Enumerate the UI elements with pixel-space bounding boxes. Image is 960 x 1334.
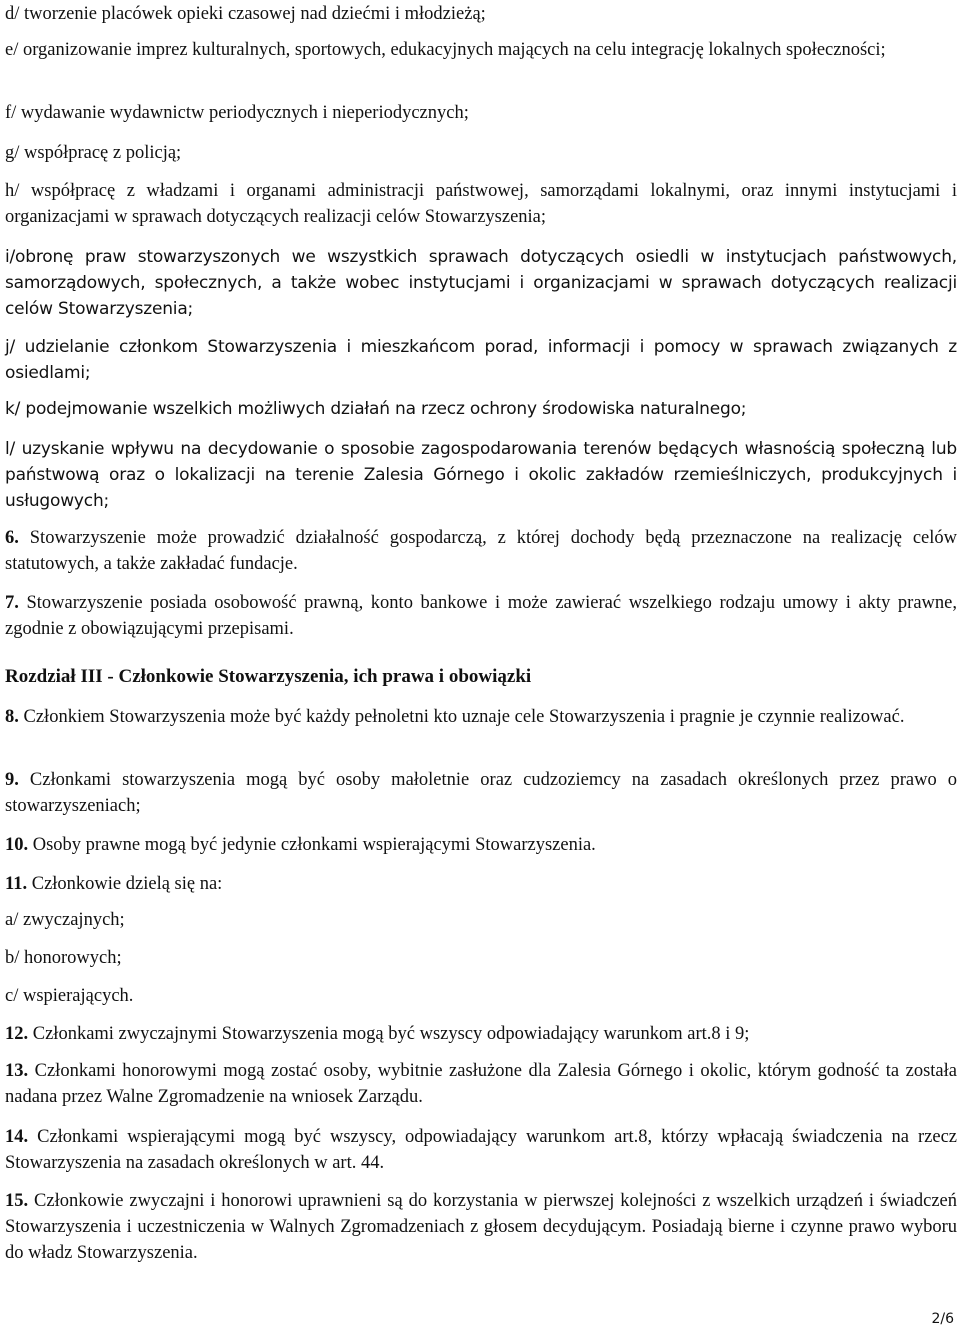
list-item-g: g/ współpracę z policją; [5, 143, 182, 163]
paragraph-text: Członkiem Stowarzyszenia może być każdy pełnoletni kto uznaje cele Stowarzyszenia i pragnie je czynnie realizować. [18, 707, 905, 727]
paragraph-number: 12. [5, 1024, 29, 1044]
paragraph-8 [5, 704, 957, 730]
paragraph-number: 7. [5, 593, 19, 613]
page-number: 2/6 [931, 1311, 954, 1327]
paragraph-7 [5, 590, 957, 642]
paragraph-text: Członkowie dzielą się na: [27, 874, 223, 894]
paragraph-text: Członkami stowarzyszenia mogą być osoby małoletnie oraz cudzoziemcy na zasadach określonych przez prawo o stowarzyszeniach; [5, 770, 957, 816]
paragraph-13 [5, 1058, 957, 1110]
paragraph-text: Członkami wspierającymi mogą być wszyscy, odpowiadający warunkom art.8, którzy wpłacają świadczenia na rzecz Stowarzyszenia na zasadach określonych w art. 44. [5, 1127, 957, 1173]
member-type-item: b/ honorowych; [5, 948, 122, 968]
paragraph-text: Członkami honorowymi mogą zostać osoby, wybitnie zasłużone dla Zalesia Górnego i okolic, którym godność ta została nadana przez Walne Zgromadzenie na wniosek Zarządu. [5, 1061, 957, 1107]
member-type-item: a/ zwyczajnych; [5, 910, 125, 930]
paragraph-14 [5, 1124, 957, 1176]
chapter-heading: Rozdział III - Członkowie Stowarzyszenia, ich prawa i obowiązki [5, 666, 532, 687]
paragraph-6 [5, 525, 957, 577]
paragraph-text: Stowarzyszenie posiada osobowość prawną, konto bankowe i może zawierać wszelkiego rodzaju umowy i akty prawne, zgodnie z obowiązującymi przepisami. [5, 593, 957, 639]
member-type-item: c/ wspierających. [5, 986, 134, 1006]
list-item-d: d/ tworzenie placówek opieki czasowej nad dziećmi i młodzieżą; [5, 4, 486, 24]
paragraph-text: Stowarzyszenie może prowadzić działalność gospodarczą, z której dochody będą przeznaczone na realizację celów statutowych, a także zakładać fundacje. [5, 528, 957, 574]
list-item-k: k/ podejmowanie wszelkich możliwych działań na rzecz ochrony środowiska naturalnego; [5, 399, 747, 419]
paragraph-number: 6. [5, 528, 19, 548]
paragraph-text: Osoby prawne mogą być jedynie członkami wspierającymi Stowarzyszenia. [28, 835, 596, 855]
paragraph-15 [5, 1188, 957, 1266]
list-item-j: j/ udzielanie członkom Stowarzyszenia i mieszkańcom porad, informacji i pomocy w sprawach związanych z osiedlami; [5, 337, 957, 383]
paragraph-number: 13. [5, 1061, 29, 1081]
list-item-h: h/ współpracę z władzami i organami administracji państwowej, samorządami lokalnymi, oraz innymi instytucjami i organizacjami w sprawach dotyczących realizacji celów Stowarzyszenia; [5, 181, 957, 227]
paragraph-text: Członkami zwyczajnymi Stowarzyszenia mogą być wszyscy odpowiadający warunkom art.8 i 9; [28, 1024, 750, 1044]
paragraph-number: 9. [5, 770, 19, 790]
paragraph-text: Członkowie zwyczajni i honorowi uprawnieni są do korzystania w pierwszej kolejności z wszelkich urządzeń i świadczeń Stowarzyszenia i uczestniczenia w Walnych Zgromadzeniach z głosem decydującym. Posiadają bierne i czynne prawo wyboru do władz Stowarzyszenia. [5, 1191, 957, 1263]
paragraph-number: 8. [5, 707, 19, 727]
paragraph-10 [5, 832, 957, 858]
paragraph-number: 10. [5, 835, 29, 855]
paragraph-number: 15. [5, 1191, 29, 1211]
paragraph-11 [5, 871, 957, 897]
list-item-f: f/ wydawanie wydawnictw periodycznych i nieperiodycznych; [5, 103, 469, 123]
paragraph-number: 14. [5, 1127, 29, 1147]
paragraph-number: 11. [5, 874, 28, 894]
paragraph-12 [5, 1021, 957, 1047]
list-item-l: l/ uzyskanie wpływu na decydowanie o sposobie zagospodarowania terenów będących własnością społeczną lub państwową oraz o lokalizacji na terenie Zalesia Górnego i okolic zakładów rzemieślniczych, produkcyjnych i usługowych; [5, 439, 957, 511]
paragraph-9 [5, 767, 957, 819]
list-item-e: e/ organizowanie imprez kulturalnych, sportowych, edukacyjnych mających na celu integrację lokalnych społeczności; [5, 40, 886, 60]
list-item-i: i/obronę praw stowarzyszonych we wszystkich sprawach dotyczących osiedli w instytucjach państwowych, samorządowych, społecznych, a także wobec instytucjami i organizacjami w sprawach dotyczących realizacji celów Stowarzyszenia; [5, 247, 957, 319]
